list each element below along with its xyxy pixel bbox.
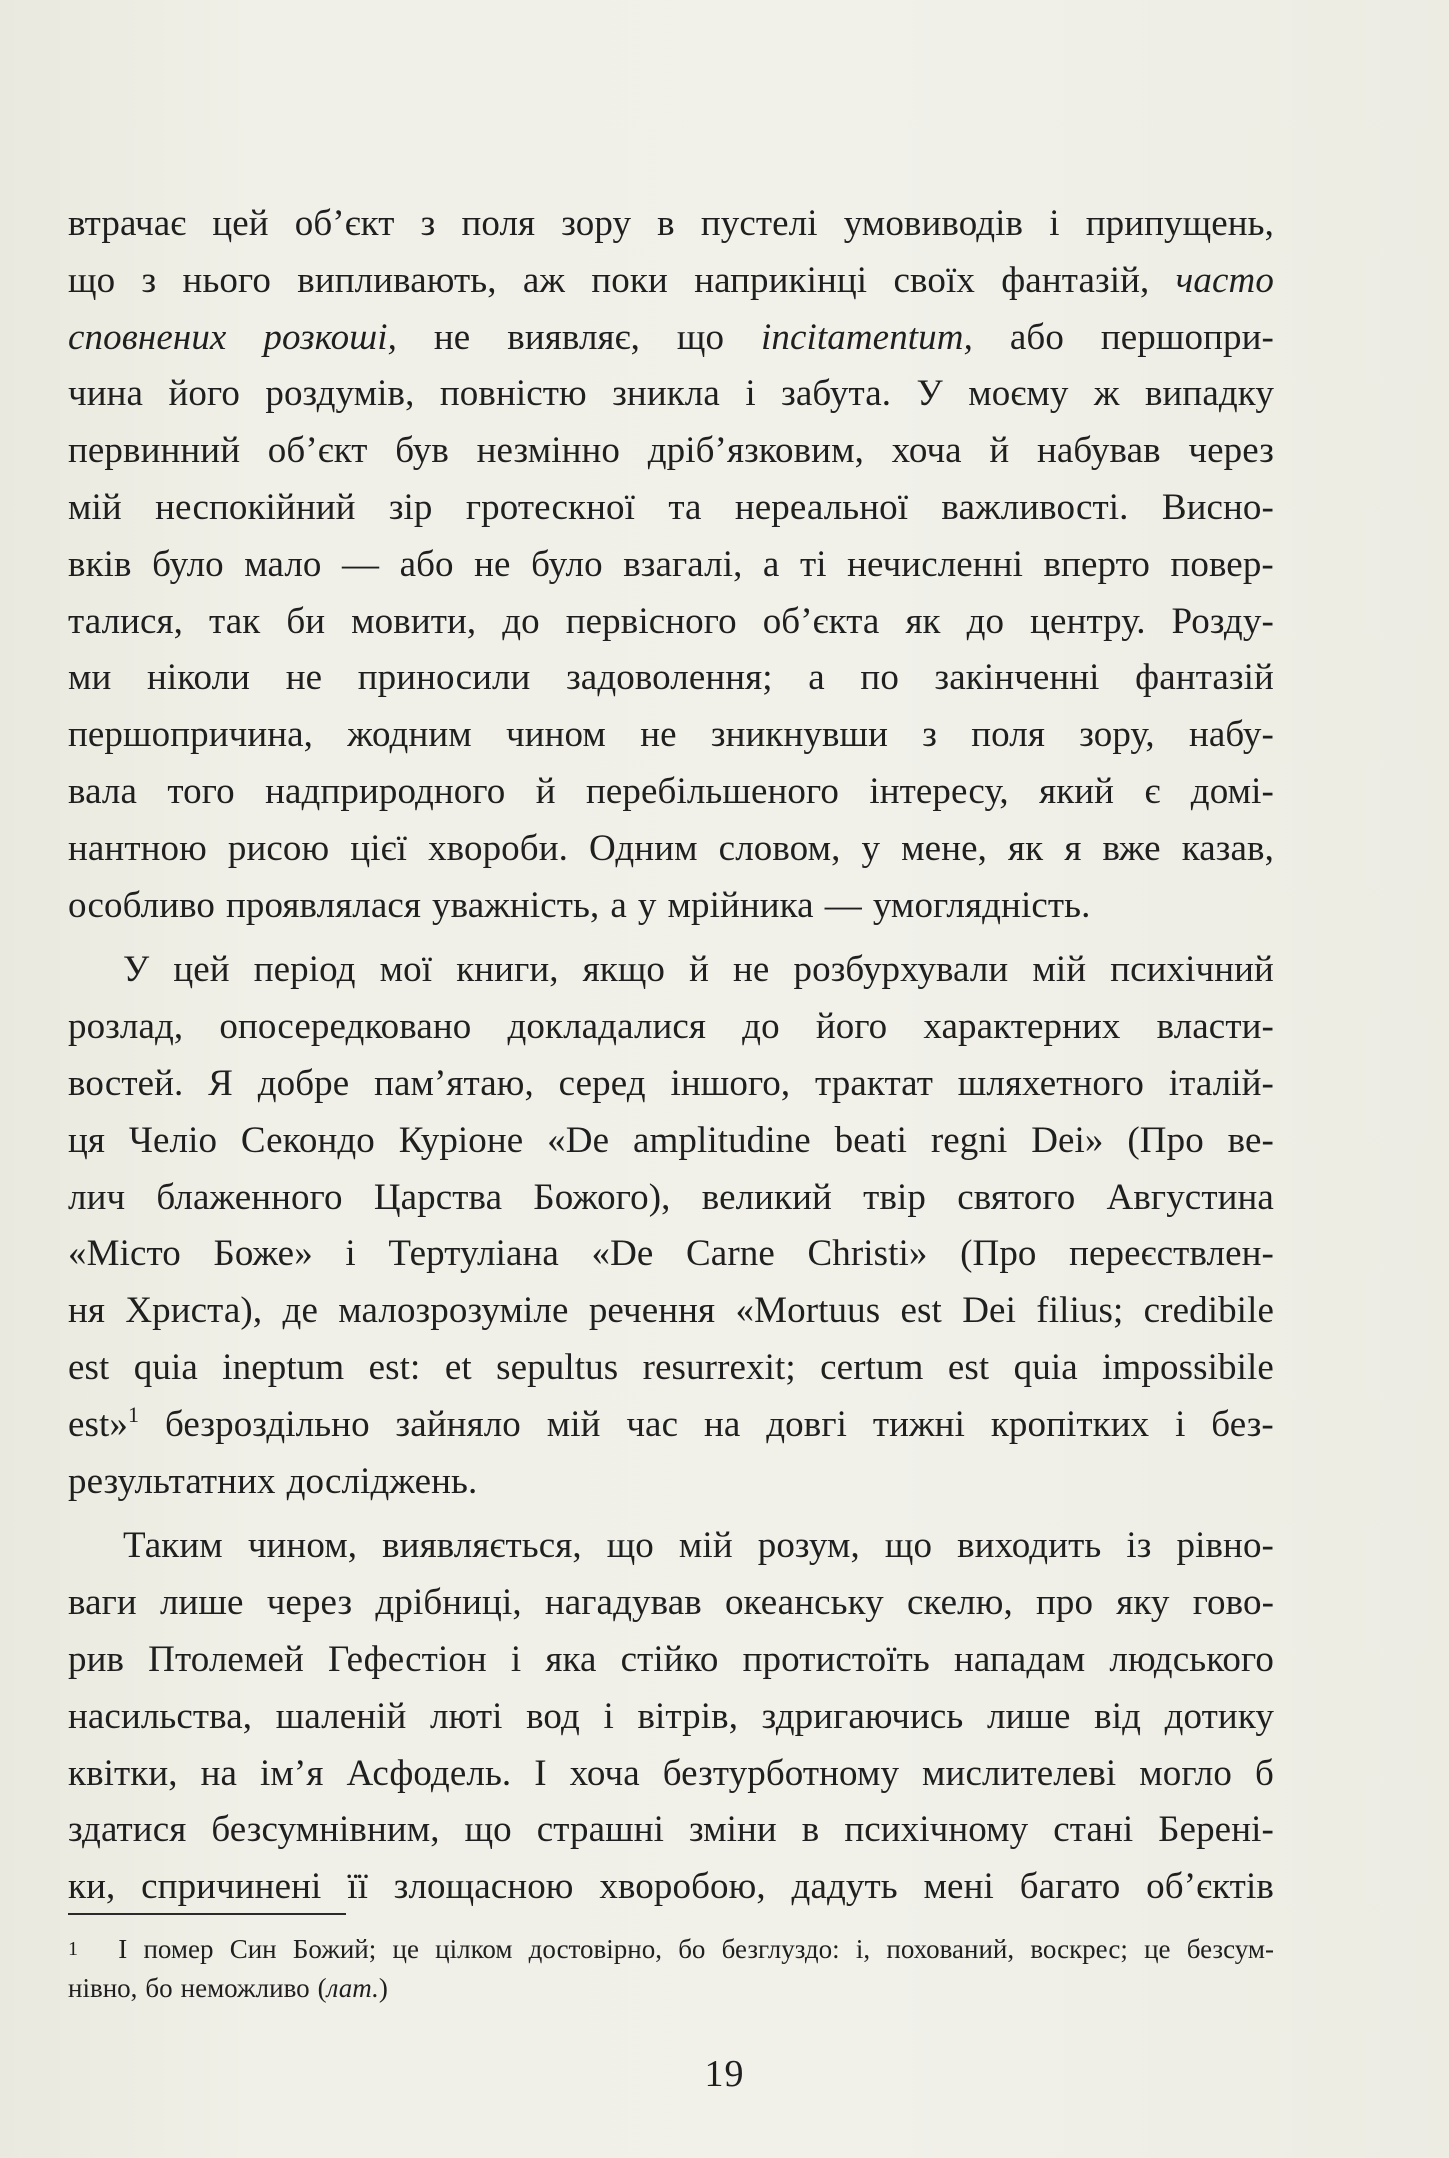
text-line: «Місто Боже» і Тертуліана «De Carne Christi» (Про переєствлен- <box>68 1233 1274 1275</box>
text-line: результатних досліджень. <box>68 1460 478 1502</box>
text-line: рив Птолемей Гефестіон і яка стійко протистоїть нападам людського <box>68 1638 1274 1680</box>
text-line: ня Христа), де малозрозуміле речення «Mortuus est Dei filius; credibile <box>68 1290 1274 1332</box>
text-line: втрачає цей об’єкт з поля зору в пустелі умовиводів і припущень, <box>68 203 1274 244</box>
text-line: У цей період мої книги, якщо й не розбурхували мій психічний <box>123 949 1274 991</box>
text-line: квітки, на ім’я Асфодель. І хоча безтурботному мислителеві могло б <box>68 1752 1274 1794</box>
text-line: мій неспокійний зір гротескної та нереальної важливості. Висно- <box>68 486 1274 528</box>
text-line: що з нього випливають, аж поки наприкінці своїх фантазій, часто <box>68 259 1274 301</box>
text-line: ця Челіо Секондо Куріоне «De amplitudine beati regni Dei» (Про ве- <box>68 1119 1274 1161</box>
text-line: вків було мало — або не було взагалі, а ті нечисленні вперто повер- <box>68 543 1274 585</box>
text-line: сповнених розкоші, не виявляє, що incitamentum, або першопри- <box>68 316 1274 358</box>
text-line: вала того надприродного й перебільшеного інтересу, який є домі- <box>68 770 1274 812</box>
footnote-number: 1 <box>68 1938 78 1960</box>
text-line: est»$^1$ безроздільно зайняло мій час на довгі тижні кропітких і без- <box>68 1401 1274 1445</box>
footnote-separator <box>68 1913 346 1915</box>
text-line: першопричина, жодним чином не зникнувши з поля зору, набу- <box>68 714 1274 756</box>
footnote-reference: 1 <box>128 1401 140 1427</box>
text-line: нантною рисою цієї хвороби. Одним словом, у мене, як я вже казав, <box>68 827 1274 869</box>
text-line: талися, так би мовити, до первісного об’єкта як до центру. Розду- <box>68 600 1274 642</box>
footnote-line: 1 І помер Син Божий; це цілком достовірно, бо безглуздо: і, похований, воскрес; це безсум- <box>68 1930 1274 1969</box>
text-line: розлад, опосередковано докладалися до його характерних власти- <box>68 1006 1274 1048</box>
footnote <box>68 1930 1274 2008</box>
text-line: Таким чином, виявляється, що мій розум, що виходить із рівно- <box>123 1525 1274 1567</box>
text-line: ми ніколи не приносили задоволення; а по закінченні фантазій <box>68 657 1274 699</box>
text-line: лич блаженного Царства Божого), великий твір святого Августина <box>68 1176 1274 1218</box>
text-line: чина його роздумів, повністю зникла і забута. У моєму ж випадку <box>68 373 1274 415</box>
text-line: насильства, шаленій люті вод і вітрів, здригаючись лише від дотику <box>68 1695 1274 1737</box>
text-line: первинний об’єкт був незмінно дріб’язковим, хоча й набував через <box>68 430 1274 472</box>
text-line: ваги лише через дрібниці, нагадував океанську скелю, про яку гово- <box>68 1582 1274 1624</box>
text-line: ки, спричинені її злощасною хворобою, дадуть мені багато об’єктів <box>68 1866 1274 1908</box>
text-line: здатися безсумнівним, що страшні зміни в психічному стані Берені- <box>68 1809 1274 1851</box>
body-text <box>68 196 1274 1916</box>
page-number: 19 <box>704 2053 745 2095</box>
text-line: особливо проявлялася уважність, а у мрійника — умоглядність. <box>68 884 1091 926</box>
text-line: востей. Я добре пам’ятаю, серед іншого, трактат шляхетного італій- <box>68 1062 1274 1104</box>
footnote-line: нівно, бо неможливо (лат.) <box>68 1973 388 2003</box>
text-line: est quia ineptum est: et sepultus resurrexit; certum est quia impossibile <box>68 1346 1274 1388</box>
